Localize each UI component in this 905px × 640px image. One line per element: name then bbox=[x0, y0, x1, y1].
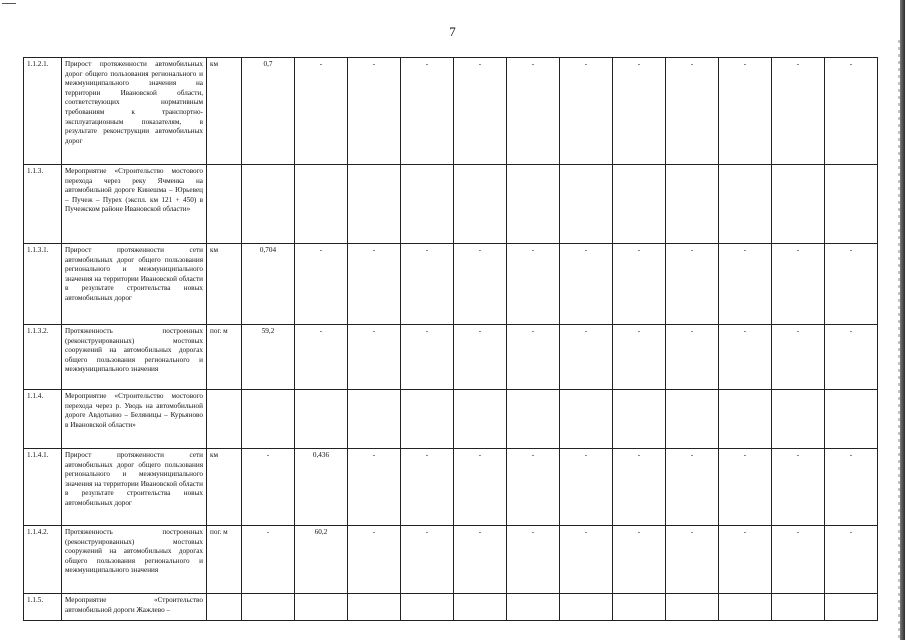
row-value-cell bbox=[772, 165, 825, 244]
row-value-cell: - bbox=[507, 449, 560, 526]
row-value-cell: - bbox=[772, 526, 825, 594]
row-value-cell bbox=[613, 165, 666, 244]
row-value-cell: - bbox=[401, 526, 454, 594]
row-description: Прирост протяженности автомобильных дорог общего пользования регионального и межмуниципального значения на территории Ивановской области, соответствующих нормативным требованиям к транспортно-эксплуатационным показателям, в результате реконструкции автомобильных дорог bbox=[62, 58, 207, 165]
row-value-cell: - bbox=[613, 244, 666, 325]
table-row bbox=[24, 165, 878, 244]
row-value-cell: - bbox=[454, 244, 507, 325]
row-description: Протяженность построенных (реконструированных) мостовых сооружений на автомобильных дорогах общего пользования регионального и межмуниципального значения bbox=[62, 325, 207, 390]
row-code: 1.1.5. bbox=[24, 594, 62, 621]
row-value-cell: - bbox=[560, 325, 613, 390]
table-row bbox=[24, 325, 878, 390]
row-value-cell bbox=[454, 165, 507, 244]
row-value-cell bbox=[560, 390, 613, 449]
row-description: Мероприятие «Строительство мостового перехода через реку Ячменка на автомобильной дороге Кинешма – Юрьевец – Пучеж – Пурех (экспл. км 121 + 450) в Пучежском районе Ивановской области» bbox=[62, 165, 207, 244]
row-value-cell: - bbox=[666, 449, 719, 526]
row-value-cell: - bbox=[560, 244, 613, 325]
row-unit bbox=[207, 165, 242, 244]
row-value-cell bbox=[507, 594, 560, 621]
table-row bbox=[24, 58, 878, 165]
row-value-cell: - bbox=[507, 526, 560, 594]
row-value-cell bbox=[242, 594, 295, 621]
row-value-cell: - bbox=[719, 449, 772, 526]
row-unit: км bbox=[207, 58, 242, 165]
row-value-cell: - bbox=[666, 244, 719, 325]
row-value-cell bbox=[719, 390, 772, 449]
row-value-cell: - bbox=[613, 325, 666, 390]
row-value-cell: 0,704 bbox=[242, 244, 295, 325]
row-value-cell bbox=[560, 594, 613, 621]
row-value-cell: - bbox=[348, 325, 401, 390]
row-unit: пог. м bbox=[207, 325, 242, 390]
row-description: Протяженность построенных (реконструированных) мостовых сооружений на автомобильных дорогах общего пользования регионального и межмуниципального значения bbox=[62, 526, 207, 594]
row-code: 1.1.4.1. bbox=[24, 449, 62, 526]
row-value-cell bbox=[348, 390, 401, 449]
row-value-cell: - bbox=[295, 244, 348, 325]
row-value-cell bbox=[825, 594, 878, 621]
row-value-cell: - bbox=[242, 526, 295, 594]
row-unit bbox=[207, 390, 242, 449]
row-value-cell: - bbox=[560, 58, 613, 165]
row-value-cell bbox=[507, 165, 560, 244]
row-code: 1.1.3. bbox=[24, 165, 62, 244]
table-row bbox=[24, 390, 878, 449]
row-value-cell bbox=[295, 165, 348, 244]
row-value-cell: 60,2 bbox=[295, 526, 348, 594]
row-value-cell: - bbox=[613, 58, 666, 165]
row-unit bbox=[207, 594, 242, 621]
row-value-cell bbox=[348, 594, 401, 621]
row-value-cell: - bbox=[666, 58, 719, 165]
row-description: Мероприятие «Строительство автомобильной дороги Жажлево – bbox=[62, 594, 207, 621]
row-value-cell: - bbox=[401, 58, 454, 165]
row-value-cell bbox=[613, 594, 666, 621]
row-description: Прирост протяженности сети автомобильных дорог общего пользования регионального и межмуниципального значения на территории Ивановской области в результате строительства новых автомобильных дорог bbox=[62, 449, 207, 526]
row-value-cell: - bbox=[401, 244, 454, 325]
row-value-cell bbox=[401, 165, 454, 244]
row-value-cell: - bbox=[772, 325, 825, 390]
row-value-cell bbox=[825, 390, 878, 449]
row-value-cell bbox=[401, 594, 454, 621]
row-unit: км bbox=[207, 449, 242, 526]
indicators-table bbox=[23, 57, 878, 621]
row-value-cell bbox=[401, 390, 454, 449]
row-value-cell: - bbox=[666, 325, 719, 390]
row-value-cell: - bbox=[825, 325, 878, 390]
row-value-cell: - bbox=[825, 58, 878, 165]
row-value-cell: - bbox=[295, 58, 348, 165]
row-unit: км bbox=[207, 244, 242, 325]
row-value-cell bbox=[242, 165, 295, 244]
row-description: Мероприятие «Строительство мостового перехода через р. Уводь на автомобильной дороге Авдотьино – Беляницы – Курьяново в Ивановской области» bbox=[62, 390, 207, 449]
row-value-cell: - bbox=[666, 526, 719, 594]
row-value-cell: - bbox=[719, 58, 772, 165]
row-value-cell bbox=[560, 165, 613, 244]
row-value-cell: - bbox=[825, 526, 878, 594]
row-value-cell: 59,2 bbox=[242, 325, 295, 390]
row-code: 1.1.4. bbox=[24, 390, 62, 449]
row-value-cell bbox=[348, 165, 401, 244]
row-value-cell: - bbox=[507, 244, 560, 325]
row-value-cell: - bbox=[719, 325, 772, 390]
row-value-cell: - bbox=[772, 244, 825, 325]
row-value-cell: - bbox=[507, 58, 560, 165]
row-value-cell: - bbox=[719, 526, 772, 594]
row-value-cell: - bbox=[560, 526, 613, 594]
row-value-cell bbox=[772, 594, 825, 621]
row-value-cell: - bbox=[401, 325, 454, 390]
table-row bbox=[24, 449, 878, 526]
row-value-cell: - bbox=[295, 325, 348, 390]
row-value-cell: 0,7 bbox=[242, 58, 295, 165]
row-value-cell: - bbox=[560, 449, 613, 526]
row-value-cell: - bbox=[242, 449, 295, 526]
page-number: 7 bbox=[449, 24, 456, 39]
row-value-cell bbox=[295, 390, 348, 449]
table-row bbox=[24, 594, 878, 621]
table-row bbox=[24, 526, 878, 594]
row-value-cell: 0,436 bbox=[295, 449, 348, 526]
row-value-cell: - bbox=[348, 449, 401, 526]
row-value-cell bbox=[719, 594, 772, 621]
row-value-cell: - bbox=[454, 449, 507, 526]
row-value-cell bbox=[507, 390, 560, 449]
row-value-cell bbox=[613, 390, 666, 449]
table-row bbox=[24, 244, 878, 325]
row-value-cell: - bbox=[613, 526, 666, 594]
row-code: 1.1.3.2. bbox=[24, 325, 62, 390]
row-value-cell bbox=[295, 594, 348, 621]
row-value-cell: - bbox=[454, 526, 507, 594]
row-value-cell: - bbox=[401, 449, 454, 526]
row-description: Прирост протяженности сети автомобильных дорог общего пользования регионального и межмуниципального значения на территории Ивановской области в результате строительства новых автомобильных дорог bbox=[62, 244, 207, 325]
row-code: 1.1.4.2. bbox=[24, 526, 62, 594]
row-value-cell bbox=[666, 390, 719, 449]
row-value-cell bbox=[772, 390, 825, 449]
row-value-cell bbox=[719, 165, 772, 244]
row-value-cell: - bbox=[454, 325, 507, 390]
row-value-cell: - bbox=[825, 449, 878, 526]
row-value-cell: - bbox=[348, 244, 401, 325]
row-value-cell bbox=[666, 165, 719, 244]
row-value-cell bbox=[825, 165, 878, 244]
row-value-cell: - bbox=[507, 325, 560, 390]
row-value-cell: - bbox=[772, 449, 825, 526]
row-value-cell: - bbox=[772, 58, 825, 165]
row-value-cell bbox=[454, 594, 507, 621]
row-value-cell: - bbox=[719, 244, 772, 325]
row-value-cell: - bbox=[454, 58, 507, 165]
row-value-cell bbox=[666, 594, 719, 621]
scan-edge-shadow bbox=[900, 0, 905, 640]
row-value-cell: - bbox=[348, 526, 401, 594]
row-value-cell bbox=[454, 390, 507, 449]
row-value-cell bbox=[242, 390, 295, 449]
row-value-cell: - bbox=[348, 58, 401, 165]
row-code: 1.1.2.1. bbox=[24, 58, 62, 165]
scan-edge-texture bbox=[898, 40, 900, 640]
row-code: 1.1.3.1. bbox=[24, 244, 62, 325]
row-value-cell: - bbox=[613, 449, 666, 526]
row-value-cell: - bbox=[825, 244, 878, 325]
scan-corner-mark bbox=[2, 3, 16, 4]
row-unit: пог. м bbox=[207, 526, 242, 594]
